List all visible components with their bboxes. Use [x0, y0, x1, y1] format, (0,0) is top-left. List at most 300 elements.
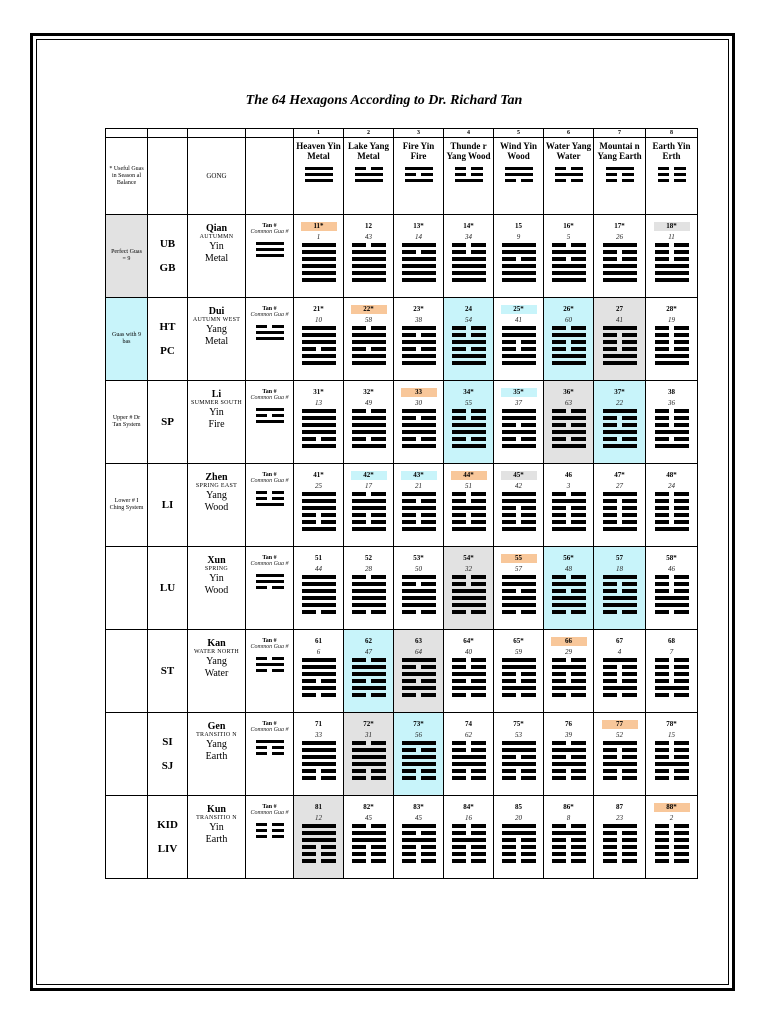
- common-gua-number: 34: [465, 233, 472, 241]
- yin-line: [552, 409, 586, 413]
- hexagram-cell: [594, 713, 646, 796]
- line-segment: [352, 852, 366, 856]
- meridian-label: LU: [159, 582, 176, 594]
- line-segment: [622, 589, 636, 593]
- line-segment: [603, 582, 617, 586]
- tan-number: 11*: [301, 222, 337, 231]
- tan-number: 47*: [614, 471, 625, 479]
- line-segment: [371, 679, 385, 683]
- line-segment: [352, 589, 386, 593]
- tan-number: 57: [616, 554, 623, 562]
- line-segment: [502, 340, 516, 344]
- line-segment: [502, 575, 536, 579]
- line-segment: [256, 248, 284, 251]
- line-segment: [352, 271, 386, 275]
- line-segment: [622, 769, 636, 773]
- line-segment: [371, 437, 385, 441]
- common-gua-number: 50: [415, 565, 422, 573]
- line-segment: [471, 831, 485, 835]
- line-segment: [302, 416, 336, 420]
- line-segment: [452, 831, 466, 835]
- gong-cell: [188, 713, 246, 796]
- trigram-glyph: [256, 740, 284, 755]
- empty-cell: [246, 138, 294, 215]
- line-segment: [352, 824, 366, 828]
- yin-line: [352, 741, 386, 745]
- yin-line: [502, 679, 536, 683]
- yang-line: [352, 257, 386, 261]
- common-gua-number: 64: [415, 648, 422, 656]
- yin-line: [452, 575, 486, 579]
- hexagram-glyph: [302, 824, 336, 863]
- hexagram-glyph: [502, 243, 536, 282]
- line-segment: [603, 430, 637, 434]
- yang-line: [302, 589, 336, 593]
- line-segment: [471, 409, 485, 413]
- line-segment: [502, 776, 516, 780]
- yin-line: [552, 838, 586, 842]
- yang-line: [502, 409, 536, 413]
- tan-number: 22*: [351, 305, 387, 314]
- line-segment: [622, 257, 636, 261]
- line-segment: [622, 333, 636, 337]
- common-gua-number: 40: [465, 648, 472, 656]
- hexagram-cell: [294, 298, 344, 381]
- yang-line: [552, 278, 586, 282]
- yang-line: [655, 361, 689, 365]
- line-segment: [655, 845, 669, 849]
- line-segment: [552, 492, 566, 496]
- line-segment: [674, 416, 688, 420]
- yin-line: [606, 173, 634, 176]
- line-segment: [622, 173, 634, 176]
- yin-line: [655, 243, 689, 247]
- yin-line: [502, 852, 536, 856]
- hexagram-glyph: [352, 741, 386, 780]
- empty-cell: [106, 129, 148, 138]
- yang-line: [552, 444, 586, 448]
- line-segment: [622, 250, 636, 254]
- yang-line: [502, 250, 536, 254]
- line-segment: [452, 506, 486, 510]
- line-segment: [371, 845, 385, 849]
- hexagram-cell: [594, 547, 646, 630]
- yin-line: [603, 499, 637, 503]
- yin-line: [302, 679, 336, 683]
- line-segment: [371, 769, 385, 773]
- yang-line: [302, 603, 336, 607]
- yin-line: [655, 769, 689, 773]
- line-segment: [352, 354, 386, 358]
- line-segment: [405, 179, 433, 182]
- yin-line: [655, 250, 689, 254]
- line-segment: [622, 610, 636, 614]
- line-segment: [402, 845, 416, 849]
- hexagram-cell: [344, 464, 394, 547]
- line-segment: [256, 242, 284, 245]
- hexagram-glyph: [352, 243, 386, 282]
- yin-line: [552, 326, 586, 330]
- gua-season: TRANSITIO N: [196, 815, 237, 821]
- yang-line: [352, 603, 386, 607]
- trigram-name: Heaven Yin Metal: [296, 141, 341, 161]
- line-segment: [455, 179, 483, 182]
- label-cell: [246, 547, 294, 630]
- line-segment: [674, 582, 688, 586]
- gong-cell: [188, 215, 246, 298]
- line-segment: [302, 610, 316, 614]
- line-segment: [655, 527, 689, 531]
- hexagram-glyph: [552, 409, 586, 448]
- line-segment: [256, 325, 268, 328]
- trigram-glyph: [305, 167, 333, 182]
- yin-line: [603, 838, 637, 842]
- line-segment: [655, 596, 689, 600]
- yang-line: [256, 337, 284, 340]
- line-segment: [302, 838, 336, 842]
- line-segment: [402, 603, 436, 607]
- yin-line: [402, 859, 436, 863]
- yin-line: [603, 859, 637, 863]
- line-segment: [402, 582, 416, 586]
- line-segment: [622, 423, 636, 427]
- yang-line: [655, 264, 689, 268]
- common-gua-number: 44: [315, 565, 322, 573]
- line-segment: [302, 603, 336, 607]
- label-cell: [246, 630, 294, 713]
- empty-cell: [148, 138, 188, 215]
- line-segment: [421, 845, 435, 849]
- yang-line: [452, 596, 486, 600]
- line-segment: [552, 250, 586, 254]
- empty-cell: [246, 129, 294, 138]
- line-segment: [272, 669, 284, 672]
- yang-line: [603, 658, 637, 662]
- line-segment: [452, 575, 466, 579]
- yang-line: [352, 416, 386, 420]
- line-segment: [452, 513, 466, 517]
- line-segment: [502, 852, 516, 856]
- common-gua-number: 6: [316, 648, 321, 656]
- yin-line: [552, 347, 586, 351]
- line-segment: [321, 520, 335, 524]
- yin-line: [452, 333, 486, 337]
- yin-line: [502, 769, 536, 773]
- line-segment: [371, 693, 385, 697]
- yang-line: [402, 741, 436, 745]
- common-gua-label: Common Gua #: [250, 478, 289, 484]
- gua-row: [106, 381, 698, 464]
- yin-line: [402, 513, 436, 517]
- column-number-row: [106, 129, 698, 138]
- line-segment: [521, 838, 535, 842]
- line-segment: [674, 347, 688, 351]
- yang-line: [302, 575, 336, 579]
- line-segment: [402, 347, 416, 351]
- line-segment: [452, 686, 486, 690]
- line-segment: [502, 693, 516, 697]
- yin-line: [505, 179, 533, 182]
- line-segment: [552, 409, 566, 413]
- trigram-name: Mountai n Yang Earth: [597, 141, 642, 161]
- yin-line: [552, 610, 586, 614]
- line-segment: [471, 845, 485, 849]
- yang-line: [502, 430, 536, 434]
- yin-line: [552, 776, 586, 780]
- line-segment: [256, 746, 268, 749]
- yang-line: [352, 527, 386, 531]
- yin-line: [256, 823, 284, 826]
- line-segment: [674, 658, 688, 662]
- line-segment: [352, 409, 366, 413]
- line-segment: [502, 527, 536, 531]
- yang-line: [302, 492, 336, 496]
- yang-line: [302, 409, 336, 413]
- tan-number: 41*: [313, 471, 324, 479]
- tan-number: 21*: [313, 305, 324, 313]
- line-segment: [402, 665, 416, 669]
- trigram-glyph: [256, 491, 284, 506]
- line-segment: [674, 610, 688, 614]
- yang-line: [552, 416, 586, 420]
- yin-line: [603, 610, 637, 614]
- common-gua-number: 31: [365, 731, 372, 739]
- hexagram-cell: [544, 215, 594, 298]
- yang-line: [552, 361, 586, 365]
- hexagram-cell: [494, 713, 544, 796]
- common-gua-number: 29: [565, 648, 572, 656]
- yin-line: [402, 499, 436, 503]
- line-segment: [321, 852, 335, 856]
- yin-line: [502, 437, 536, 441]
- line-segment: [471, 250, 485, 254]
- line-segment: [452, 769, 466, 773]
- yin-line: [603, 672, 637, 676]
- line-segment: [555, 173, 583, 176]
- tan-number: 24: [465, 305, 472, 313]
- line-segment: [302, 333, 336, 337]
- yin-line: [603, 437, 637, 441]
- gua-yin-yang: Yang: [206, 324, 227, 335]
- yin-line: [555, 167, 583, 170]
- yang-line: [352, 354, 386, 358]
- line-segment: [502, 769, 516, 773]
- yang-line: [502, 596, 536, 600]
- column-number: 7: [594, 129, 646, 138]
- line-segment: [571, 520, 585, 524]
- yang-line: [352, 755, 386, 759]
- yin-line: [402, 769, 436, 773]
- yin-line: [502, 506, 536, 510]
- yin-line: [452, 679, 486, 683]
- yin-line: [655, 672, 689, 676]
- line-segment: [452, 423, 486, 427]
- yang-line: [402, 409, 436, 413]
- line-segment: [502, 755, 516, 759]
- hexagram-cell: [646, 381, 698, 464]
- hexagram-cell: [294, 547, 344, 630]
- line-segment: [352, 603, 386, 607]
- meridian-cell: [148, 298, 188, 381]
- line-segment: [502, 838, 516, 842]
- line-segment: [674, 672, 688, 676]
- yang-line: [302, 665, 336, 669]
- trigram-column-header: [444, 138, 494, 215]
- line-segment: [352, 672, 386, 676]
- common-gua-number: 20: [515, 814, 522, 822]
- yin-line: [502, 845, 536, 849]
- common-gua-number: 52: [616, 731, 623, 739]
- tan-number: 83*: [413, 803, 424, 811]
- yang-line: [502, 665, 536, 669]
- line-segment: [352, 278, 386, 282]
- tan-number: 31*: [313, 388, 324, 396]
- yang-line: [603, 603, 637, 607]
- line-segment: [302, 845, 316, 849]
- yin-line: [402, 693, 436, 697]
- line-segment: [622, 845, 636, 849]
- tan-number: 25*: [501, 305, 537, 314]
- line-segment: [674, 852, 688, 856]
- hexagram-cell: [294, 796, 344, 879]
- common-gua-number: 19: [668, 316, 675, 324]
- yang-line: [655, 278, 689, 282]
- yang-line: [352, 278, 386, 282]
- line-segment: [521, 693, 535, 697]
- yang-line: [502, 444, 536, 448]
- line-segment: [655, 679, 669, 683]
- line-segment: [352, 686, 386, 690]
- line-segment: [655, 658, 669, 662]
- trigram-name: Lake Yang Metal: [348, 141, 389, 161]
- trigram-glyph: [256, 408, 284, 423]
- yang-line: [256, 580, 284, 583]
- line-segment: [658, 167, 670, 170]
- hexagram-glyph: [655, 824, 689, 863]
- line-segment: [603, 762, 637, 766]
- yin-line: [658, 167, 686, 170]
- yang-line: [352, 250, 386, 254]
- line-segment: [505, 167, 533, 170]
- yin-line: [552, 257, 586, 261]
- line-segment: [552, 513, 566, 517]
- yin-line: [552, 741, 586, 745]
- line-segment: [302, 409, 336, 413]
- line-segment: [371, 776, 385, 780]
- yang-line: [402, 824, 436, 828]
- yang-line: [655, 596, 689, 600]
- hexagram-cell: [294, 381, 344, 464]
- line-segment: [352, 513, 366, 517]
- gua-row: [106, 215, 698, 298]
- line-segment: [272, 823, 284, 826]
- common-gua-label: Common Gua #: [250, 395, 289, 401]
- line-segment: [622, 582, 636, 586]
- line-segment: [256, 254, 284, 257]
- hexagram-cell: [394, 796, 444, 879]
- yin-line: [655, 741, 689, 745]
- hexagram-glyph: [452, 492, 486, 531]
- line-segment: [402, 257, 436, 261]
- yang-line: [603, 278, 637, 282]
- line-segment: [371, 513, 385, 517]
- hexagram-glyph: [402, 658, 436, 697]
- line-segment: [421, 416, 435, 420]
- yin-line: [502, 672, 536, 676]
- hexagram-glyph: [603, 658, 637, 697]
- common-gua-number: 33: [315, 731, 322, 739]
- yin-line: [603, 693, 637, 697]
- line-segment: [471, 520, 485, 524]
- line-segment: [256, 669, 268, 672]
- yin-line: [552, 679, 586, 683]
- line-segment: [471, 776, 485, 780]
- line-segment: [655, 824, 669, 828]
- line-segment: [352, 610, 366, 614]
- yin-line: [405, 173, 433, 176]
- yang-line: [655, 686, 689, 690]
- line-segment: [471, 658, 485, 662]
- common-gua-number: 62: [465, 731, 472, 739]
- line-segment: [502, 679, 516, 683]
- yang-line: [302, 831, 336, 835]
- yang-line: [452, 340, 486, 344]
- empty-cell: [188, 129, 246, 138]
- hexagram-glyph: [603, 243, 637, 282]
- line-segment: [502, 672, 516, 676]
- line-segment: [655, 423, 669, 427]
- line-segment: [674, 575, 688, 579]
- line-segment: [402, 437, 416, 441]
- line-segment: [502, 444, 536, 448]
- yang-line: [302, 658, 336, 662]
- line-segment: [402, 575, 436, 579]
- line-segment: [552, 776, 566, 780]
- line-segment: [452, 838, 486, 842]
- yang-line: [402, 271, 436, 275]
- line-segment: [272, 586, 284, 589]
- line-segment: [674, 741, 688, 745]
- trigram-column-header: [344, 138, 394, 215]
- yang-line: [302, 741, 336, 745]
- line-segment: [674, 859, 688, 863]
- hexagram-cell: [394, 713, 444, 796]
- tan-number: 63: [415, 637, 422, 645]
- yin-line: [655, 859, 689, 863]
- yang-line: [302, 423, 336, 427]
- tan-number-label: Tan #: [262, 555, 277, 561]
- yin-line: [256, 497, 284, 500]
- line-segment: [502, 610, 516, 614]
- line-segment: [571, 326, 585, 330]
- tan-number: 23*: [413, 305, 424, 313]
- yang-line: [352, 361, 386, 365]
- line-segment: [402, 333, 416, 337]
- yang-line: [302, 257, 336, 261]
- hexagram-glyph: [655, 658, 689, 697]
- line-segment: [603, 686, 637, 690]
- hexagram-cell: [394, 298, 444, 381]
- line-segment: [571, 769, 585, 773]
- yang-line: [452, 589, 486, 593]
- line-segment: [302, 824, 336, 828]
- line-segment: [421, 693, 435, 697]
- yin-line: [603, 755, 637, 759]
- line-segment: [371, 326, 385, 330]
- line-segment: [502, 333, 536, 337]
- line-segment: [352, 333, 386, 337]
- trigram-glyph: [606, 167, 634, 182]
